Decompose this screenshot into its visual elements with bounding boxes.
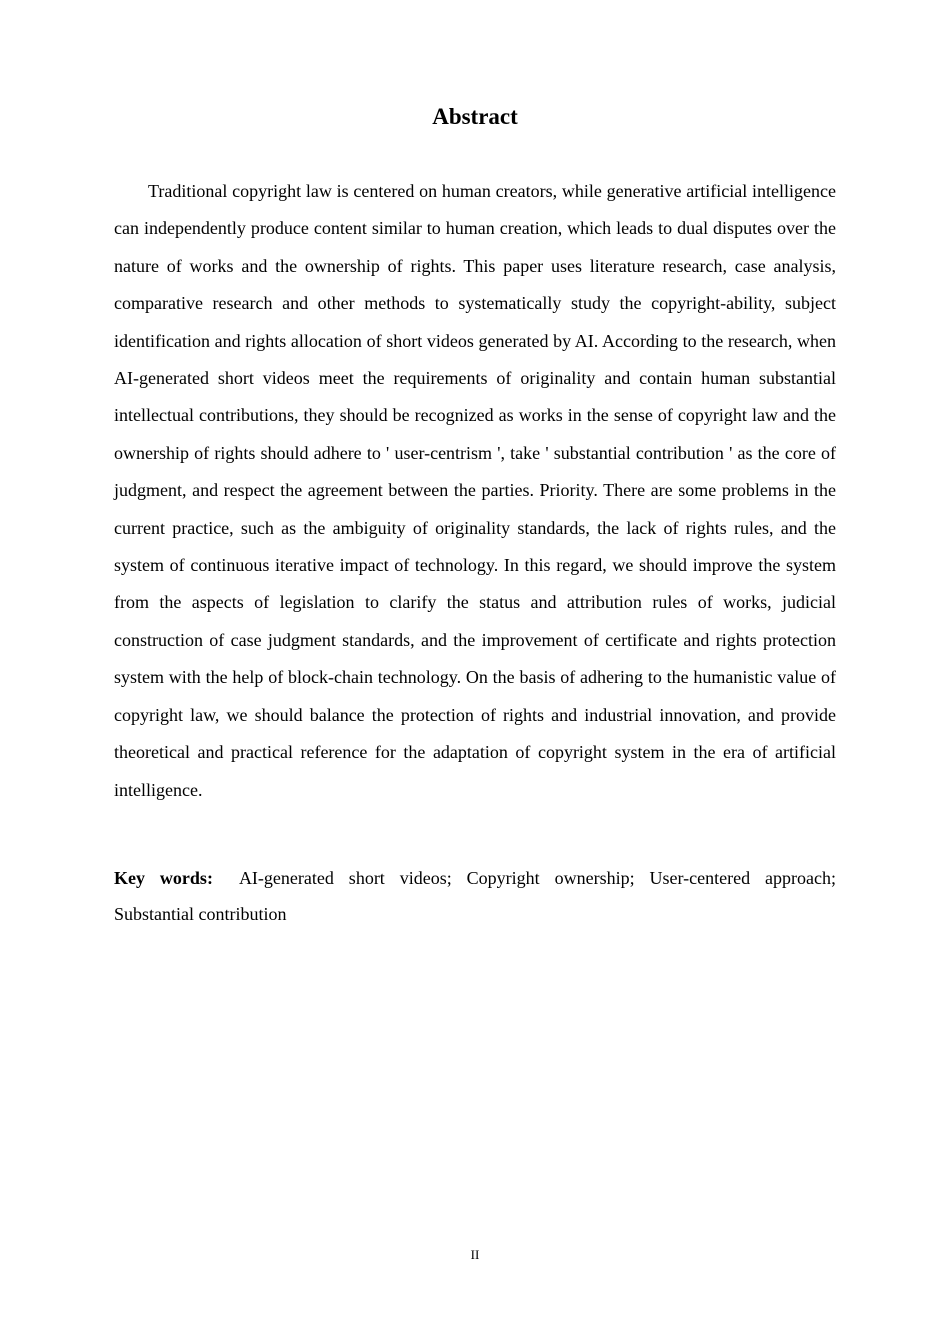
keywords-label: Key words — [114, 868, 207, 888]
keywords-text: AI-generated short videos; Copyright ownership; User-centered approach; Substantial contribution — [114, 868, 836, 924]
abstract-paragraph: Traditional copyright law is centered on human creators, while generative artificial intelligence can independently produce content similar to human creation, which leads to dual disputes over the nature of works and the ownership of rights. This paper uses literature research, case analysis, comparative research and other methods to systematically study the copyright-ability, subject identification and rights allocation of short videos generated by AI. According to the research, when AI-generated short videos meet the requirements of originality and contain human substantial intellectual contributions, they should be recognized as works in the sense of copyright law and the ownership of rights should adhere to ' user-centrism ', take ' substantial contribution ' as the core of judgment, and respect the agreement between the parties. Priority. There are some problems in the current practice, such as the ambiguity of originality standards, the lack of rights rules, and the system of continuous iterative impact of technology. In this regard, we should improve the system from the aspects of legislation to clarify the status and attribution rules of works, judicial construction of case judgment standards, and the improvement of certificate and rights protection system with the help of block-chain technology. On the basis of adhering to the humanistic value of copyright law, we should balance the protection of rights and industrial innovation, and provide theoretical and practical reference for the adaptation of copyright system in the era of artificial intelligence. — [114, 181, 836, 800]
page-number: II — [470, 1247, 480, 1262]
abstract-title: Abstract — [432, 104, 518, 129]
keywords-colon: : — [206, 868, 213, 888]
keywords-line — [114, 860, 836, 932]
